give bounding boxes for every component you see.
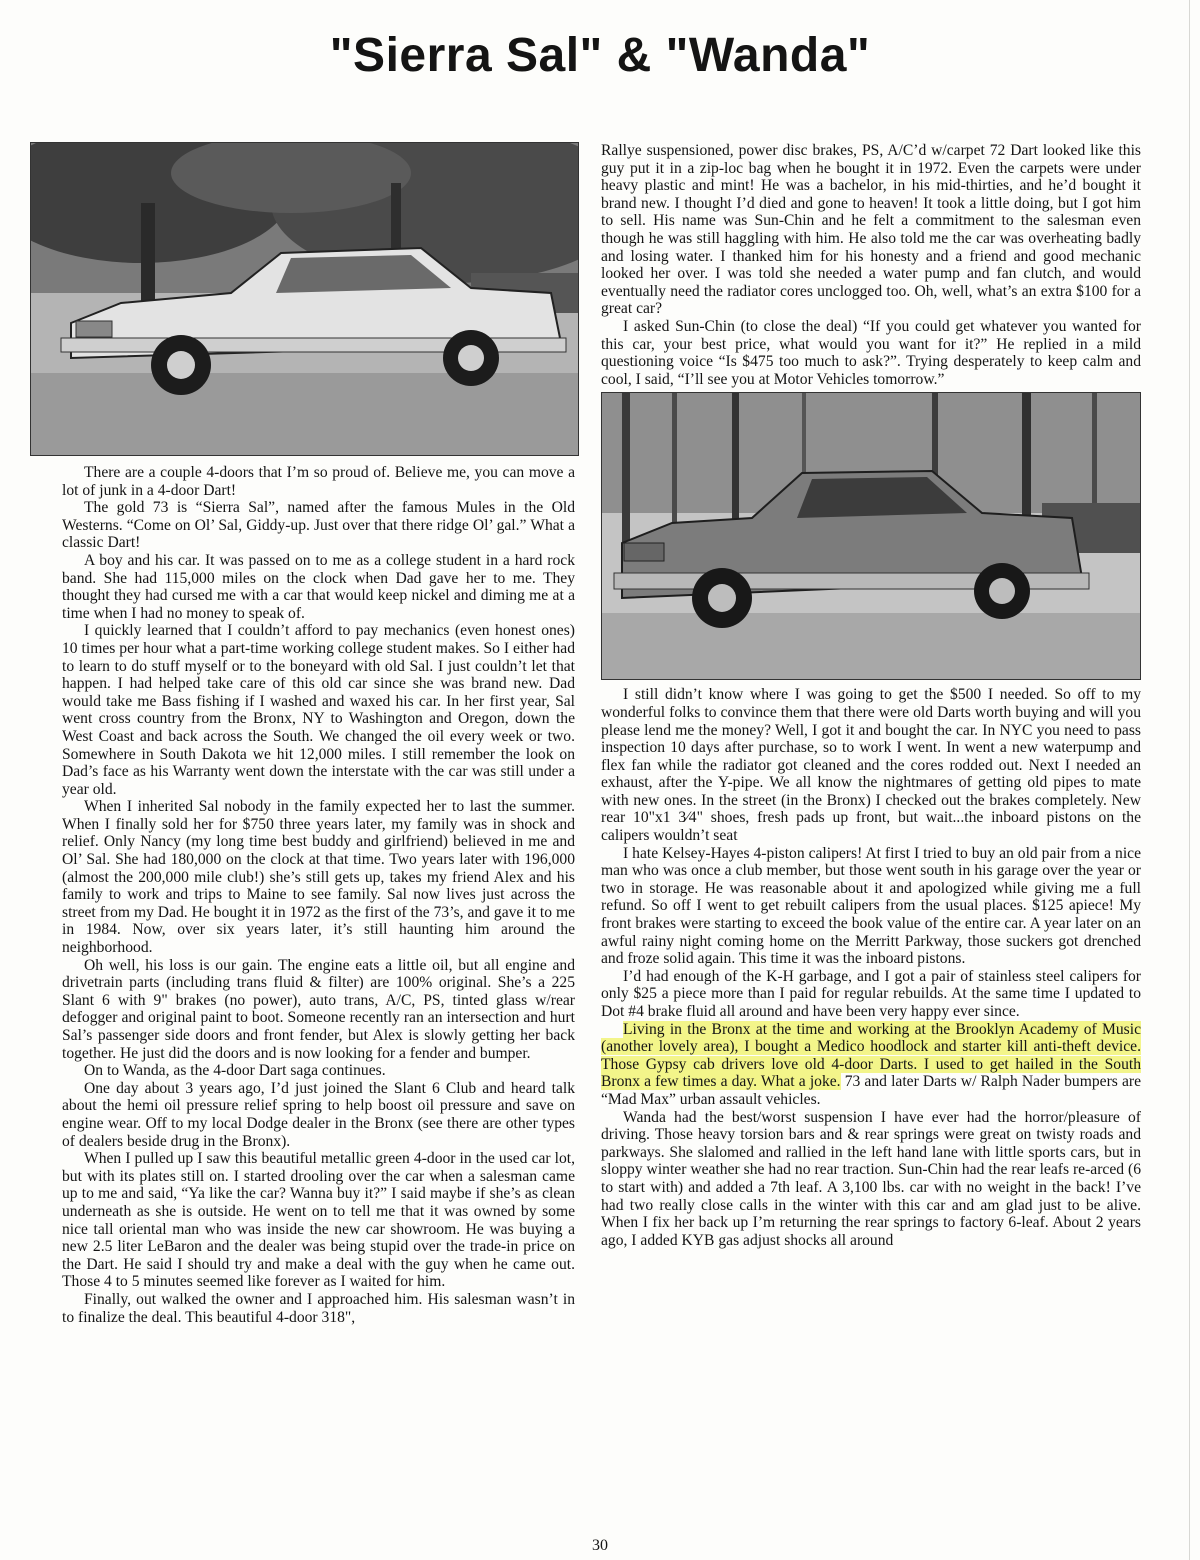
paragraph: Wanda had the best/worst suspension I have ever had the horror/pleasure of driving. Those heavy torsion bars and & rear springs were great on twisty roads and parkways. She slalomed and rallied in the left hand lane with little sports cars, but in sloppy winter weather she had no rear traction. Sun-Chin had the rear leafs re-arced (6 to start with) and added a 7th leaf. A 3,100 lbs. car with no weight in the back! I’ve had two really close calls in the winter with this car and am glad just to be alive. When I fix her back up I’m returning the rear springs to factory 6-leaf. About 2 years ago, I added KYB gas adjust shocks all around	[601, 1108, 1141, 1249]
page-number: 30	[592, 1537, 608, 1554]
paragraph: Finally, out walked the owner and I approached him. His salesman wasn’t in to finalize the deal. This beautiful 4-door 318",	[62, 1290, 575, 1326]
paragraph: The gold 73 is “Sierra Sal”, named after the famous Mules in the Old Westerns. “Come on Ol’ Sal, Giddy-up. Just over that there ridge Ol’ gal.” What a classic Dart!	[62, 499, 575, 552]
page-edge	[1189, 0, 1190, 1560]
paragraph: One day about 3 years ago, I’d just joined the Slant 6 Club and heard talk about the hemi oil pressure relief spring to help boost oil pressure and save on engine wear. Off to my local Dodge dealer in the Bronx (see there are other types of dealers beside drug in the Bronx).	[62, 1079, 575, 1150]
paragraph: A boy and his car. It was passed on to me as a college student in a hard rock band. She had 115,000 miles on the clock when Dad gave her to me. They thought they had cursed me with a car that would keep nickel and diming me at a time when I had no money to speak of.	[62, 551, 575, 622]
left-column	[62, 142, 575, 1326]
paragraph: On to Wanda, as the 4-door Dart saga continues.	[84, 1062, 386, 1080]
paragraph: I asked Sun-Chin (to close the deal) “If you could get whatever you wanted for this car, your best price, what would you want for it?” He replied in a mild questioning voice “Is $475 too much to ask?”. Trying desperately to keep calm and cool, I said, “I’ll see you at Motor Vehicles tomorrow.”	[601, 317, 1141, 388]
paragraph: Rallye suspensioned, power disc brakes, PS, A/C’d w/carpet 72 Dart looked like this guy put it in a zip-loc bag when he bought it in 1972. Even the carpets were under heavy plastic and mint! He was a bachelor, in his mid-thirties, and he’d bought it brand new. I thought I’d died and gone to heaven! It took a little doing, but I got him to sell. His name was Sun-Chin and he felt a commitment to the salesman even though he was still haggling with him. He also told me the car was overheating badly and losing water. I thanked him for his honesty and a friend and good mechanic looked her over. I was told she needed a water pump and fan clutch, and would eventually need the radiator cores unclogged too. Oh, well, what’s an extra $100 for a great car?	[601, 142, 1141, 318]
right-column	[601, 142, 1141, 1249]
highlighted-paragraph	[601, 1021, 1141, 1109]
highlighted-text: Living in the Bronx at the time and working at the Brooklyn Academy of Music (another lovely area), I bought a Medico hoodlock and starter kill anti-theft device. Those Gypsy cab drivers love old 4-door Darts. I used to get hailed in the South Bronx a few times a day. What a joke.	[601, 1020, 1141, 1091]
paragraph: I still didn’t know where I was going to get the $500 I needed. So off to my wonderful folks to convince them that there were old Darts worth buying and will you please lend me the money? Well, I got it and bought the car. In NYC you need to pass inspection 10 days after purchase, so to work I went. In went a new waterpump and flex fan while the radiator got cleaned and the cores rodded out. Next I needed an exhaust, after the Y-pipe. We all know the nightmares of getting old pipes to mate with new ones. In the street (in the Bronx) I checked out the brakes completely. New rear 10"x1 3⁄4" shoes, fresh pads up front, but wait...the inboard pistons on the calipers wouldn’t seat	[601, 686, 1141, 845]
paragraph: I hate Kelsey-Hayes 4-piston calipers! At first I tried to buy an old pair from a nice man who was once a club member, but those went south in his garage over the year or two in storage. He was reasonable about it and apologized while giving me a full refund. So off I went to get rebuilt calipers from the usual places. $125 apiece! My front brakes were starting to exceed the book value of the entire car. A year later on an awful rainy night coming home on the Merritt Parkway, those suckers got drenched and froze solid again. This time it was the inboard pistons.	[601, 844, 1141, 968]
paragraph: There are a couple 4-doors that I’m so proud of. Believe me, you can move a lot of junk in a 4-door Dart!	[62, 464, 575, 499]
photo-sierra-sal	[30, 142, 579, 456]
page-title: "Sierra Sal" & "Wanda"	[329, 29, 871, 82]
paragraph-rest: 73 and later Darts w/ Ralph Nader bumpers are “Mad Max” urban assault vehicles.	[601, 1073, 1141, 1108]
paragraph: When I pulled up I saw this beautiful metallic green 4-door in the used car lot, but with its plates still on. I started drooling over the car when a salesman came up to me and said, “Ya like the car? Wanna buy it?” I said maybe if she’s as clean underneath as she is outside. He went on to tell me that it was owned by some nice tall oriental man who was inside the new car showroom. He was buying a new 2.5 liter LeBaron and the dealer was being stupid over the trade-in price on the Dart. He said I should try and make a deal with the guy when he came out. Those 4 to 5 minutes seemed like forever as I waited for him.	[62, 1150, 575, 1291]
paragraph: When I inherited Sal nobody in the family expected her to last the summer. When I finally sold her for $750 three years later, my family was in shock and relief. Only Nancy (my long time best buddy and girlfriend) believed in me and Ol’ Sal. She had 180,000 on the clock at that time. Two years later with 196,000 (almost the 200,000 mile club!) she’s still gets up, takes my friend Alex and his family to work and trips to Maine to see family. Sal now lives just across the street from my Dad. He bought it in 1972 as the first of the 73’s, and gave it to me in 1984. Now, over six years later, it’s still haunting him around the neighborhood.	[62, 798, 575, 957]
paragraph: I’d had enough of the K-H garbage, and I got a pair of stainless steel calipers for only $25 a piece more than I paid for regular rebuilds. At the same time I updated to Dot #4 brake fluid all around and have been very happy ever since.	[601, 967, 1141, 1020]
photo-wanda	[601, 392, 1141, 680]
paragraph: Oh well, his loss is our gain. The engine eats a little oil, but all engine and drivetrain parts (including trans fluid & filter) are 100% original. She’s a 225 Slant 6 with 9" brakes (no power), auto trans, A/C, PS, tinted glass w/rear defogger and original paint to boot. Someone recently ran an intersection and hurt Sal’s passenger side doors and front fender, but Alex is slowly getting her back together. He just did the doors and is now looking for a fender and bumper.	[62, 956, 575, 1062]
paragraph: I quickly learned that I couldn’t afford to pay mechanics (even honest ones) 10 times per hour what a part-time working college student makes. So I either had to learn to do stuff myself or to the boneyard with old Sal. I just couldn’t let that happen. I had helped take care of this old car since she was brand new. Dad would take me Bass fishing if I washed and waxed his car. In her first year, Sal went cross country from the Bronx, NY to Washington and Oregon, down the West Coast and back across the South. We changed the oil every week or two. Somewhere in South Dakota we hit 12,000 miles. I still remember the look on Dad’s face as his Warranty went down the interstate with the car was still under a year old.	[62, 622, 575, 798]
